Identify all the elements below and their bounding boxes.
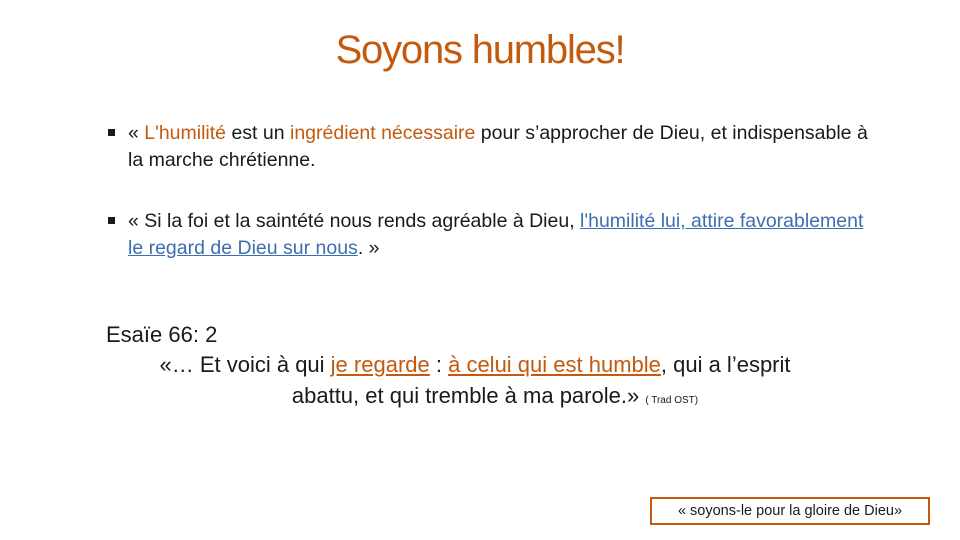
slide-title: Soyons humbles!	[335, 28, 625, 72]
bullet-list	[108, 120, 868, 296]
verse-line-1	[0, 352, 960, 378]
bullet-1-highlight-humilite: L'humilité	[144, 122, 227, 144]
bullet-1-highlight-ingredient: ingrédient nécessaire	[290, 122, 476, 144]
bullet-item-1	[108, 120, 868, 174]
bullet-2-text-a: « Si la foi et la saintété nous rends agréable à Dieu,	[128, 210, 581, 232]
bullet-1-open-quote: «	[128, 122, 145, 144]
square-bullet-icon	[108, 217, 115, 224]
verse-text-c: , qui a l’esprit	[660, 352, 791, 377]
translation-label: ( Trad OST)	[645, 395, 699, 406]
verse-text-d: abattu, et qui tremble à ma parole.»	[291, 383, 646, 408]
verse-text-b: :	[429, 352, 449, 377]
square-bullet-icon	[108, 129, 115, 136]
bullet-1-text-b: pour s’approcher de Dieu, et indispensable à la marche chrétienne.	[128, 122, 868, 171]
bullet-1-text-a: est un	[226, 122, 290, 144]
footer-callout-box: « soyons-le pour la gloire de Dieu»	[650, 497, 930, 525]
verse-reference: Esaïe 66: 2	[106, 322, 218, 347]
verse-underline-je-regarde: je regarde	[330, 352, 430, 377]
bullet-2-underlined-phrase[interactable]: l'humilité lui, attire favorablement le regard de Dieu sur nous	[128, 210, 864, 259]
verse-text-a: «… Et voici à qui	[159, 352, 331, 377]
bullet-2-text-b: . »	[357, 237, 380, 259]
verse-underline-humble: à celui qui est humble	[448, 352, 661, 377]
bullet-item-2	[108, 208, 868, 262]
verse-line-2	[0, 383, 960, 409]
